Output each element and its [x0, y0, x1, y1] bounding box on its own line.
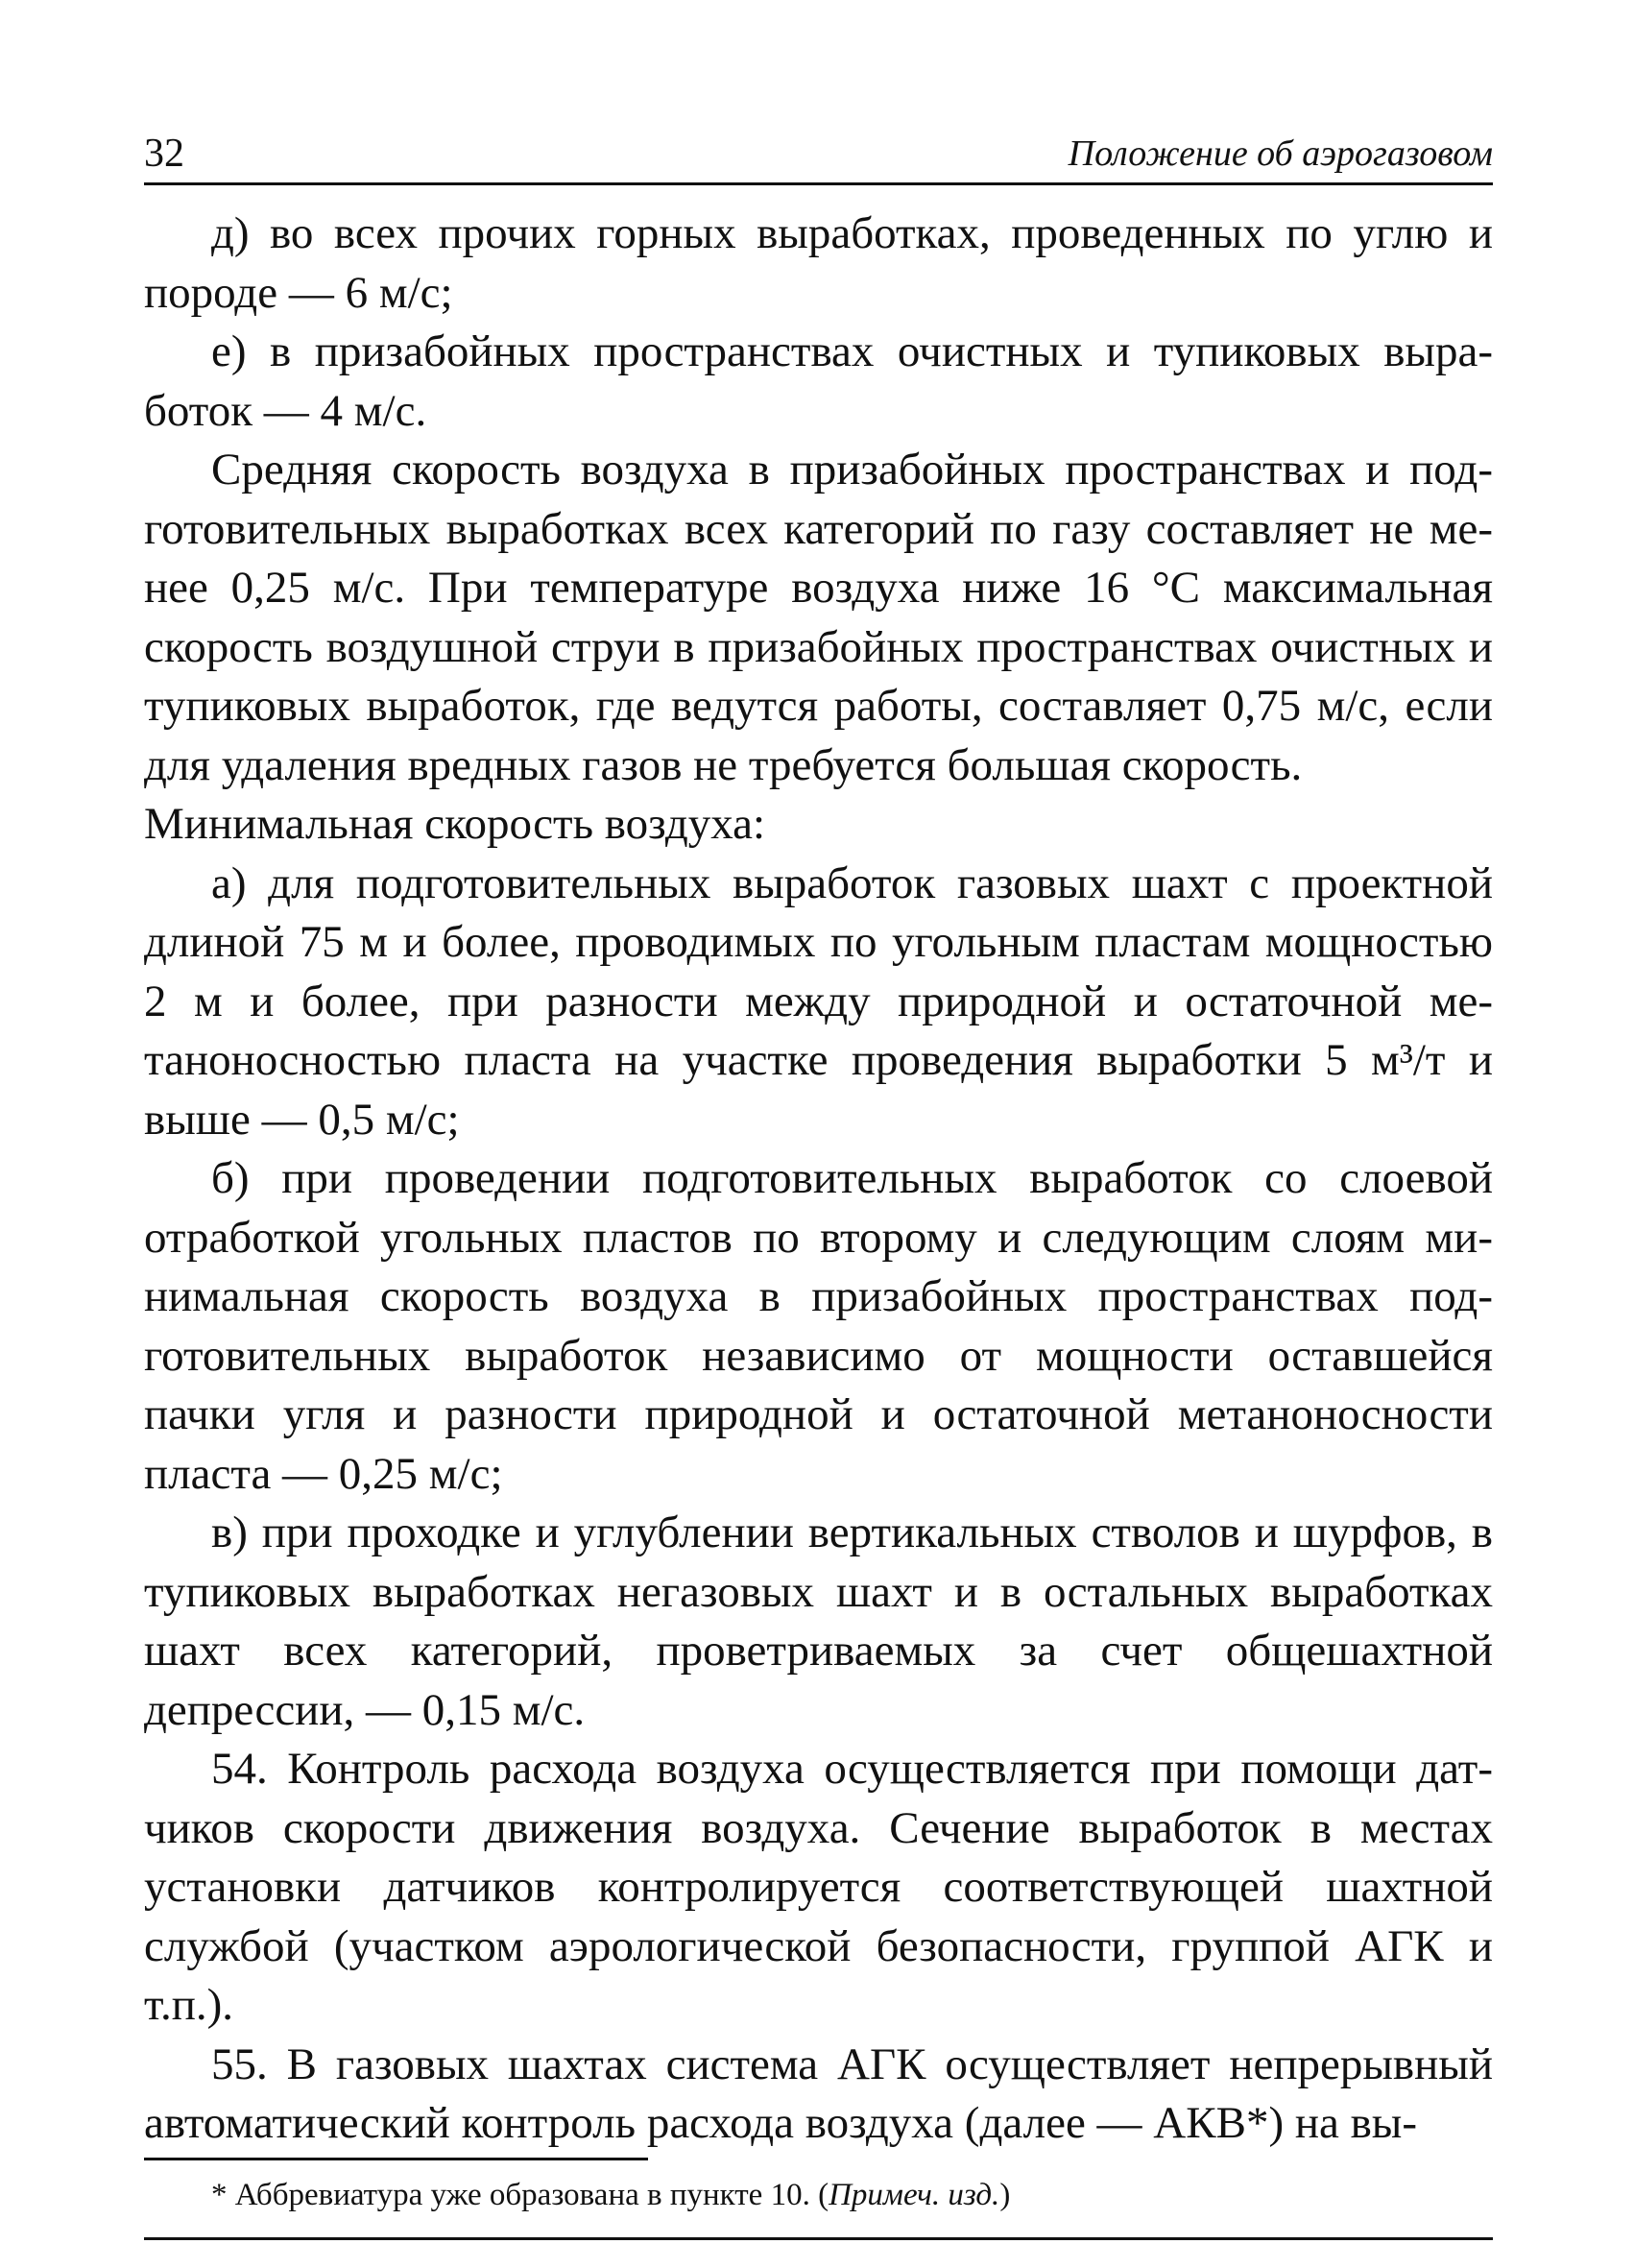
- footnote-close: ): [999, 2177, 1011, 2212]
- book-page: [144, 123, 1493, 2240]
- page-header: [144, 123, 1493, 185]
- page-bottom-rule: [144, 2237, 1493, 2240]
- footnote-divider: [144, 2158, 648, 2160]
- paragraph-v: в) при проходке и углублении вертикальных стволов и шурфов, в тупиковых выработках негазовых шахт и в остальных выработках шахт всех категорий, проветриваемых за счет общешахтной депрессии, — 0,15 м/с.: [144, 1508, 1493, 1735]
- body-text: [144, 205, 1493, 2154]
- paragraph-54: 54. Контроль расхода воздуха осуществляется при помощи датчиков скорости движения воздуха. Сечение выработок в местах установки датчиков контролируется соответствующей шахтной службой (участком аэрологической безопасности, группой АГК и т.п.).: [144, 1744, 1493, 2030]
- paragraph-55: 55. В газовых шахтах система АГК осуществляет непрерывный автоматический контроль расхода воздуха (далее — АКВ*) на вы-: [144, 2039, 1493, 2148]
- paragraph-a: а) для подготовительных выработок газовых шахт с проектной длиной 75 м и более, проводимых по угольным пластам мощностью 2 м и более, при разности между природной и остаточной метаноносностью пласта на участке проведения выработки 5 м³/т и выше — 0,5 м/с;: [144, 857, 1493, 1145]
- paragraph-average-speed: Средняя скорость воздуха в призабойных пространствах и подготовительных выработках всех категорий по газу составляет не менее 0,25 м/с. При температуре воздуха ниже 16 °С максимальная скорость воздушной струи в призабойных пространствах очистных и тупиковых выработок, где ведутся работы, составляет 0,75 м/с, если для удаления вредных газов не требуется большая скорость.: [144, 445, 1493, 790]
- footnote-italic-note: Примеч. изд.: [829, 2177, 1000, 2212]
- paragraph-d: д) во всех прочих горных выработках, проведенных по углю и породе — 6 м/с;: [144, 208, 1493, 318]
- running-title: Положение об аэрогазовом: [1068, 133, 1493, 174]
- paragraph-e: е) в призабойных пространствах очистных и тупиковых выработок — 4 м/с.: [144, 326, 1493, 436]
- page-number: 32: [144, 132, 184, 176]
- footnote-text: * Аббревиатура уже образована в пункте 10. (: [211, 2177, 829, 2212]
- paragraph-minimum-speed-heading: Минимальная скорость воздуха:: [144, 799, 766, 849]
- footnote: [144, 2174, 1493, 2216]
- paragraph-b: б) при проведении подготовительных выработок со слоевой отработкой угольных пластов по второму и следующим слоям минимальная скорость воздуха в призабойных пространствах подготовительных выработок независимо от мощности оставшейся пачки угля и разности природной и остаточной метаноносности пласта — 0,25 м/с;: [144, 1153, 1493, 1499]
